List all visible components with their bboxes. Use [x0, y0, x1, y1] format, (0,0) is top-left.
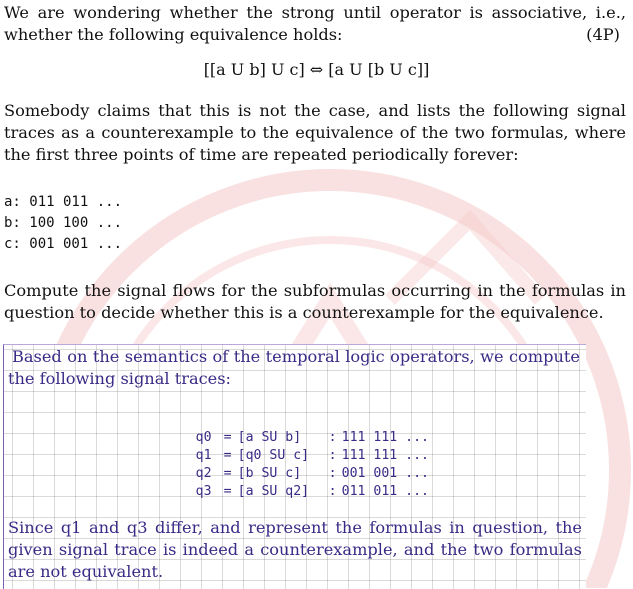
solution-conclusion: Since q1 and q3 differ, and represent the formulas in question, the given signal trace is indeed a counterexample, and the two formulas are not equivalent. — [8, 518, 582, 581]
trace-c: c: 001 001 ... — [4, 236, 123, 252]
table-row: q3 = [a SU q2] : 011 011 ... — [195, 484, 429, 499]
table-row: q1 = [q0 SU c] : 111 111 ... — [195, 448, 429, 463]
solution-intro: Based on the semantics of the temporal logic operators, we compute the following signal traces: — [8, 347, 580, 388]
signal-table — [148, 411, 429, 499]
claim-paragraph: Somebody claims that this is not the case, and lists the following signal traces as a counterexample to the equivalence of the two formulas, where the first three points of time are repeated periodically forever: — [4, 101, 626, 164]
trace-b: b: 100 100 ... — [4, 215, 123, 231]
question-intro — [4, 2, 626, 46]
trace-a: a: 011 011 ... — [4, 194, 123, 210]
equivalence-formula: [[a U b] U c] ⇔ [a U [b U c]] — [203, 60, 430, 79]
table-row: q2 = [b SU c] : 001 001 ... — [195, 466, 429, 481]
table-row: q0 = [a SU b] : 111 111 ... — [195, 430, 429, 445]
points-label: (4P) — [586, 25, 620, 44]
question-text: We are wondering whether the strong until operator is associative, i.e., whether the following equivalence holds: — [4, 3, 626, 44]
task-paragraph: Compute the signal flows for the subformulas occurring in the formulas in question to decide whether this is a counterexample for the equivalence. — [4, 281, 626, 322]
